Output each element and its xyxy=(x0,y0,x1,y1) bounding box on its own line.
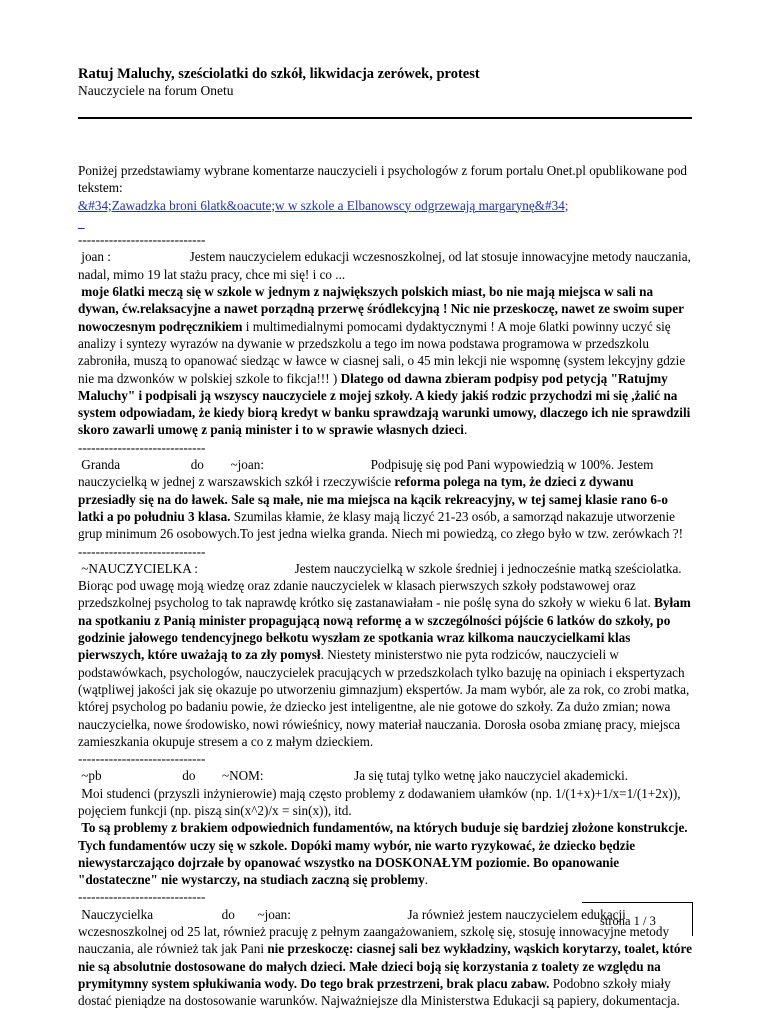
separator: ----------------------------- xyxy=(78,439,206,455)
separator: ----------------------------- xyxy=(78,543,206,559)
comment-granda: Granda do ~joan: Podpisuję się pod Pani wypowiedzią w 100%. Jestem nauczycielką w jednej z warszawskich szkół i rzeczywiście reforma polega na tym, że dzieci z dywanu przesiadły się na do ławek. Sale są małe, nie ma miejsca na kącik rekreacyjny, w tej samej klasie rano 6-o latki a po południu 3 klasa. Szumilas kłamie, że klasy mają liczyć 21-23 osób, a samorząd nakazuje utworzenie grup minimum 26 osobowych.To jest jedna wielka granda. Niech mi powiedzą, co złego było w tzw. zerówkach ?! xyxy=(78,457,684,542)
comment-author: ~NAUCZYCIELKA : xyxy=(81,560,198,576)
comment-author: Granda xyxy=(81,457,121,473)
comment-target: ~joan: xyxy=(257,906,291,922)
document-body xyxy=(78,162,692,1010)
header-rule xyxy=(78,117,692,119)
document-title: Ratuj Maluchy, sześciolatki do szkół, likwidacja zerówek, protest xyxy=(78,66,480,82)
comment-target: ~NOM: xyxy=(222,768,264,784)
separator: ----------------------------- xyxy=(78,889,206,905)
comment-author: ~pb xyxy=(81,768,102,784)
comment-author: Nauczycielka xyxy=(81,906,154,922)
comment-pb: ~pb do ~NOM: Ja się tutaj tylko wetnę jako nauczyciel akademicki. Moi studenci (przyszli inżynierowie) mają często problemy z dodawaniem ułamków (np. 1/(1+x)+1/x=1/(1+2x)), pojęciem funkcji (np. piszą sin(x^2)/x = sin(x)), itd. To są problemy z brakiem odpowiednich fundamentów, na których buduje się bardziej złożone konstrukcje. Tych fundamentów uczy się w szkole. Dopóki mamy wybór, nie warto ryzykować, że dziecko będzie niewystarczająco dojrzałe by opanować wszystko na DOSKONAŁYM poziomie. Bo opanowanie "dostateczne" nie wystarczy, na studiach zaczną się problemy. xyxy=(78,768,688,888)
document-subtitle: Nauczyciele na forum Onetu xyxy=(78,83,234,98)
article-link[interactable]: &#34;Zawadzka broni 6latk&oacute;w w szkole a Elbanowscy odgrzewają margarynę&#34; xyxy=(78,197,569,213)
separator: ----------------------------- xyxy=(78,232,206,248)
comment-joan: joan : Jestem nauczycielem edukacji wczesnoszkolnej, od lat stosuje innowacyjne metody nauczania, nadal, mimo 19 lat stażu pracy, chce mi się! i co ... moje 6latki meczą się w szkole w jednym z największych polskich miast, bo nie mają miejsca w sali na dywan, ćw.relaksacyjne a nawet porządną przerwę śródlekcyjną ! Nic nie przeskoczę, nawet ze swoim super nowoczesnym podręcznikiem i multimedialnymi pomocami dydaktycznymi ! A moje 6latki powinny uczyć się analizy i syntezy wyrazów na dywanie w przedszkolu a tego im nowa podstawa programowa w przedszkolu zabroniła, muszą to opanować siedząc w ławce w ciasnej sali, o 45 min lekcji nie wspomnę (system lekcyjny gdzie nie ma dzwonków w polskiej szkole to fikcja!!! ) Dlatego od dawna zbieram podpisy pod petycją "Ratujmy Maluchy" i podpisali ją wszyscy nauczyciele z mojej szkoły. A kiedy jakiś rodzic przychodzi mi się ,żalić na system odpowiadam, że kiedy biorą kredyt w banku sprawdzają warunki umowy, dlaczego ich nie sprawdzili skoro zawarli umowę z panią minister i to w sprawie własnych dzieci. xyxy=(78,249,691,438)
comment-nauczycielka: ~NAUCZYCIELKA : Jestem nauczycielką w szkole średniej i jednocześnie matką sześciolatka. Biorąc pod uwagę moją wiedzę oraz zdanie nauczycielek w klasach pierwszych szkoły podstawowej oraz przedszkolnej psycholog to tak naprawdę krótko się zastanawiałam - nie poślę syna do szkoły w wieku 6 lat. Byłam na spotkaniu z Panią minister propagującą nową reformę a w szczególności pójście 6 latków do szkoły, po godzinie jałowego tendencyjnego bełkotu wyszłam ze spotkania wraz kilkoma nauczycielkami klas pierwszych, które uważają to za zły pomysł. Niestety ministerstwo nie pyta rodziców, nauczycieli w podstawówkach, psychologów, nauczycielek pracujących w przedszkolach tylko bazuję na opiniach i ekspertyzach (wątpliwej jakości jak się okazuje po utworzeniu gimnazjum) ekspertów. Ja mam wybór, ale za rok, co zrobi matka, której psycholog po badaniu powie, że dziecko jest inteligentne, ale nie gotowe do szkoły. Za dużo zmian; nowa nauczycielka, nowe środowisko, nowi rówieśnicy, nowy materiał nauczania. Dorosła osoba zmianę pracy, miejsca zamieszkania okupuje stresem a co z małym dzieckiem. xyxy=(78,560,691,749)
article-link-continuation[interactable]: _ xyxy=(78,214,85,230)
comment-author: joan : xyxy=(81,249,111,265)
comment-target: ~joan: xyxy=(230,457,264,473)
page-number: strona 1 / 3 xyxy=(600,914,656,928)
comment-nauczycielka-2: Nauczycielka do ~joan: Ja również jestem nauczycielem edukacji wczesnoszkolnej od 25 lat, również pracuję z pełnym zaangażowaniem, szkolę się, stosuję innowacyjne metody nauczania, ale również tak jak Pani nie przeskoczę: ciasnej sali bez wykładziny, wąskich korytarzy, toalet, które nie są absolutnie dostosowane do małych dzieci. Małe dzieci boją się korzystania z toalety ze względu na prymitymny system spłukiwania wody. Do tego brak przestrzeni, brak placu zabaw. Podobno szkoły miały dostać pieniądze na dostosowanie warunków. Najważniejsze dla Ministerstwa Edukacji są papiery, dokumentacja. xyxy=(78,906,692,1009)
intro-text: Poniżej przedstawiamy wybrane komentarze nauczycieli i psychologów z forum portalu Onet.pl opublikowane pod tekstem: xyxy=(78,163,688,196)
separator: ----------------------------- xyxy=(78,751,206,767)
